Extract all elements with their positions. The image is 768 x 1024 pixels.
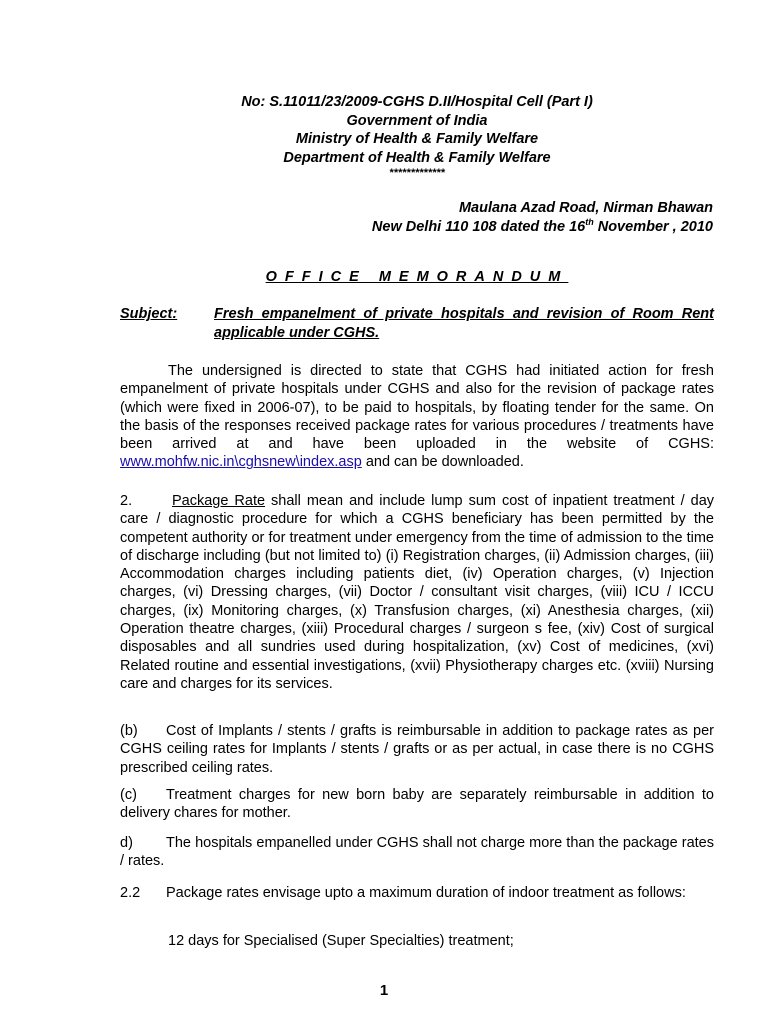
file-number: No: S.11011/23/2009-CGHS D.II/Hospital Cell (Part I) bbox=[241, 94, 593, 110]
subject-text: Fresh empanelment of private hospitals and revision of Room Rent applicable under CGHS. bbox=[214, 306, 714, 341]
government-line: Government of India bbox=[346, 112, 488, 129]
separator-stars: ************* bbox=[389, 167, 445, 179]
paragraph-1 bbox=[120, 362, 714, 472]
paragraph-c bbox=[120, 786, 714, 823]
paragraph-12-days: 12 days for Specialised (Super Specialties) treatment; bbox=[168, 933, 514, 949]
paragraph-1-text: The undersigned is directed to state that CGHS had initiated action for fresh empanelment of private hospitals under CGHS and also for the revision of package rates (which were fixed in 2006-07), to be paid to hospitals, by floating tender for the same. On the basis of the responses received package rates for various procedures / treatments have been arrived at and have been uploaded in the website of CGHS: bbox=[120, 363, 714, 453]
package-rate-term: Package Rate bbox=[172, 493, 266, 509]
document-header bbox=[120, 93, 714, 179]
paragraph-2 bbox=[120, 492, 714, 693]
paragraph-d-text: The hospitals empanelled under CGHS shall not charge more than the package rates / rates. bbox=[120, 835, 714, 870]
paragraph-2-number: 2. bbox=[120, 493, 133, 509]
paragraph-2-text: shall mean and include lump sum cost of inpatient treatment / day care / diagnostic procedure for which a CGHS beneficiary has been permitted by the competent authority or for treatment under emergency from the time of admission to the time of discharge including (but not limited to) (i) Registration charges, (ii) Admission charges, (iii) Accommodation charges including patients diet, (iv) Operation charges, (v) Injection charges, (vi) Dressing charges, (vii) Doctor / consultant visit charges, (viii) ICU / ICCU charges, (ix) Monitoring charges, (x) Transfusion charges, (xi) Anesthesia charges, (xii) Operation theatre charges, (xiii) Procedural charges / surgeon s fee, (xiv) Cost of surgical disposables and all sundries used during hospitalization, (xv) Cost of medicines, (xvi) Related routine and essential investigations, (xvii) Physiotherapy charges etc. (xviii) Nursing care and charges for its services. bbox=[120, 493, 715, 692]
date-suffix: November , 2010 bbox=[593, 219, 713, 235]
paragraph-b bbox=[120, 722, 714, 777]
memo-title: OFFICE MEMORANDUM bbox=[265, 269, 569, 285]
paragraph-b-number: (b) bbox=[120, 723, 138, 739]
paragraph-2-2-number: 2.2 bbox=[120, 885, 141, 901]
cghs-website-link[interactable]: www.mohfw.nic.in\cghsnew\index.asp bbox=[120, 454, 362, 471]
subject-label: Subject: bbox=[120, 306, 178, 322]
date-prefix: New Delhi 110 108 dated the 16 bbox=[371, 219, 586, 235]
page-number: 1 bbox=[379, 982, 389, 999]
paragraph-2-2 bbox=[120, 884, 714, 902]
department-line: Department of Health & Family Welfare bbox=[283, 149, 551, 166]
paragraph-2-2-text: Package rates envisage upto a maximum duration of indoor treatment as follows: bbox=[166, 885, 686, 901]
address-line-2 bbox=[213, 218, 713, 237]
address-line-1: Maulana Azad Road, Nirman Bhawan bbox=[458, 200, 713, 216]
paragraph-d bbox=[120, 834, 714, 871]
paragraph-d-number: d) bbox=[120, 835, 133, 851]
subject-block bbox=[120, 305, 714, 343]
paragraph-c-number: (c) bbox=[120, 787, 137, 803]
date-ordinal: th bbox=[585, 217, 594, 228]
paragraph-c-text: Treatment charges for new born baby are separately reimbursable in addition to delivery chares for mother. bbox=[120, 787, 714, 822]
ministry-line: Ministry of Health & Family Welfare bbox=[295, 131, 539, 147]
paragraph-1-suffix: and can be downloaded. bbox=[361, 454, 524, 471]
paragraph-b-text: Cost of Implants / stents / grafts is reimbursable in addition to package rates as per CGHS ceiling rates for Implants / stents / grafts or as per actual, in case there is no CGHS prescribed ceiling rates. bbox=[120, 723, 714, 776]
address-block bbox=[213, 199, 713, 237]
